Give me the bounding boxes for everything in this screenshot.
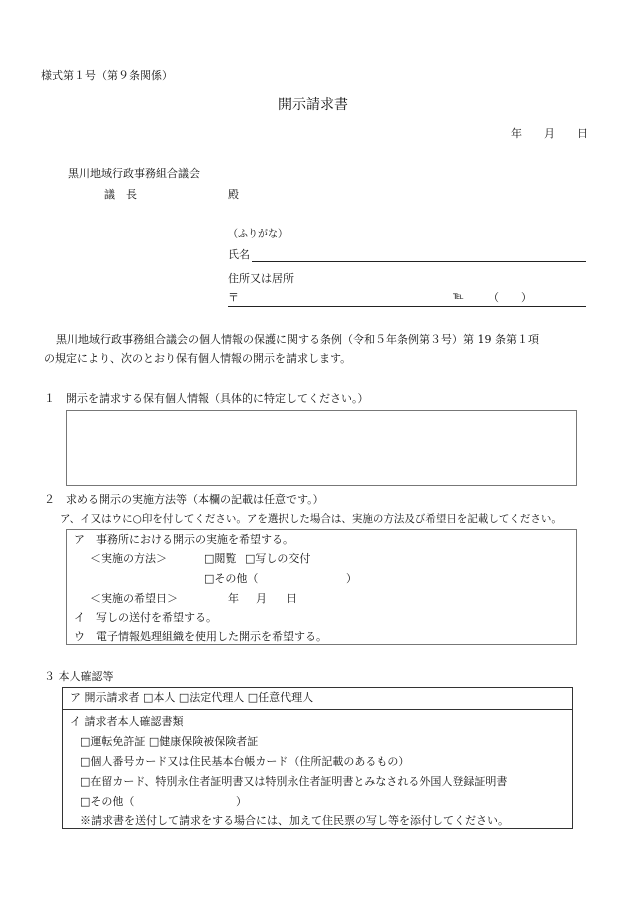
hope-date-day: 日 xyxy=(286,592,297,605)
section1-info-box[interactable] xyxy=(66,410,577,486)
furigana-label: （ふりがな） xyxy=(228,229,288,240)
id-doc-license-insurance[interactable]: □運転免許証 □健康保険被保険者証 xyxy=(80,735,259,748)
method-copy-checkbox[interactable]: □写しの交付 xyxy=(245,552,311,565)
id-doc-mynumber[interactable]: □個人番号カード又は住民基本台帳カード（住所記載のあるもの） xyxy=(80,755,410,768)
section2-heading: ２ 求める開示の実施方法等（本欄の記載は任意です。） xyxy=(44,493,324,506)
hope-date-year: 年 xyxy=(228,592,239,605)
addressee-position: 議 長 xyxy=(104,188,137,201)
section2-note: ア、イ又はウに○印を付してください。アを選択した場合は、実施の方法及び希望日を記載してください。 xyxy=(60,513,562,525)
name-label: 氏名 xyxy=(228,248,250,261)
section2-method-box xyxy=(66,529,577,645)
date-day-label: 日 xyxy=(577,127,588,140)
name-field-underline[interactable] xyxy=(252,261,586,262)
option-a[interactable]: ア 事務所における開示の実施を希望する。 xyxy=(74,533,294,546)
address-field-underline[interactable] xyxy=(228,306,586,307)
postal-mark: 〒 xyxy=(228,291,239,304)
date-label: ＜実施の希望日＞ xyxy=(90,592,178,605)
option-u[interactable]: ウ 電子情報処理組織を使用した開示を希望する。 xyxy=(74,630,327,643)
section1-heading: １ 開示を請求する保有個人情報（具体的に特定してください。） xyxy=(44,392,369,405)
address-label: 住所又は居所 xyxy=(228,272,294,285)
tel-paren: （ ） xyxy=(488,291,532,304)
section3-heading: ３ 本人確認等 xyxy=(44,670,114,683)
id-doc-residence-card[interactable]: □在留カード、特別永住者証明書又は特別永住者証明書とみなされる外国人登録証明書 xyxy=(80,775,508,788)
section3-divider xyxy=(62,709,573,710)
requester-type-row[interactable]: ア 開示請求者 □本人 □法定代理人 □任意代理人 xyxy=(70,691,314,704)
intro-line-1: 黒川地域行政事務組合議会の個人情報の保護に関する条例（令和５年条例第３号）第 19 条第１項 xyxy=(56,333,539,346)
form-number: 様式第１号（第９条関係） xyxy=(41,69,173,82)
method-other-close: ） xyxy=(346,572,357,585)
document-title: 開示請求書 xyxy=(278,97,348,113)
addressee-organization: 黒川地域行政事務組合議会 xyxy=(68,167,200,180)
option-i[interactable]: イ 写しの送付を希望する。 xyxy=(74,611,217,624)
id-doc-other[interactable]: □その他（ xyxy=(80,795,135,808)
method-view-checkbox[interactable]: □閲覧 xyxy=(204,552,237,565)
date-month-label: 月 xyxy=(544,127,555,140)
date-year-label: 年 xyxy=(511,127,522,140)
id-documents-title: イ 請求者本人確認書類 xyxy=(70,715,184,728)
mail-request-footnote: ※請求書を送付して請求をする場合には、加えて住民票の写し等を添付してください。 xyxy=(80,814,509,827)
addressee-honorific: 殿 xyxy=(228,188,239,201)
tel-mark: ℡ xyxy=(453,291,464,302)
id-doc-other-close: ） xyxy=(236,795,247,808)
method-other-checkbox[interactable]: □その他（ xyxy=(204,572,259,585)
hope-date-month: 月 xyxy=(256,592,267,605)
intro-line-2: の規定により、次のとおり保有個人情報の開示を請求します。 xyxy=(44,352,352,365)
method-label: ＜実施の方法＞ xyxy=(90,552,167,565)
